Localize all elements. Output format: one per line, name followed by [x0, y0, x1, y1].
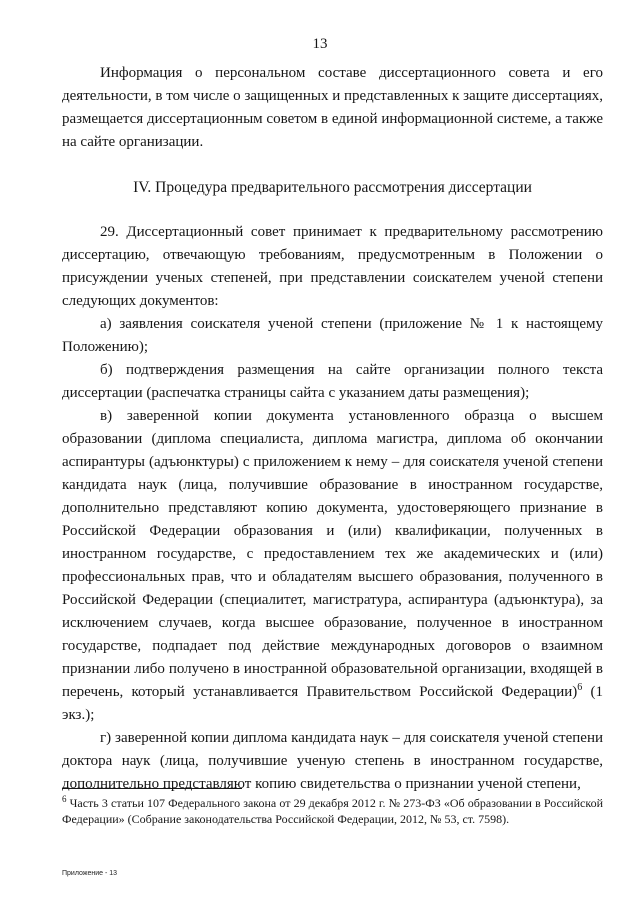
item-a: а) заявления соискателя ученой степени (приложение № 1 к настоящему Положению); — [62, 316, 603, 355]
footnote-text: Часть 3 статьи 107 Федерального закона от 29 декабря 2012 г. № 273-ФЗ «Об образовании в Российской Федерации» (Собрание законодательства Российской Федерации, 2012, № 53, ст. 7598). — [62, 796, 603, 826]
main-text — [62, 62, 603, 796]
page-number: 13 — [312, 36, 328, 52]
page-footer: Приложение - 13 — [62, 870, 118, 877]
footnote-divider — [62, 788, 242, 789]
section-heading: IV. Процедура предварительного рассмотрения диссертации — [133, 179, 532, 196]
item-b: б) подтверждения размещения на сайте организации полного текста диссертации (распечатка страницы сайта с указанием даты размещения); — [62, 362, 603, 401]
footnote-mark: 6 — [62, 794, 67, 804]
item-v — [62, 405, 603, 727]
spacer — [62, 199, 603, 221]
footnote — [62, 795, 603, 827]
paragraph-29: 29. Диссертационный совет принимает к предварительному рассмотрению диссертацию, отвечающую требованиям, предусмотренным в Положении о присуждении ученых степеней, при представлении соискателем ученой степени следующих документов: — [62, 224, 603, 309]
item-g: г) заверенной копии диплома кандидата наук – для соискателя ученой степени доктора наук (лица, получившие ученую степень в иностранном государстве, дополнительно представляют копию свидетельства о признании ученой степени, — [62, 730, 603, 792]
item-v-tail: (1 экз.); — [62, 684, 603, 723]
intro-paragraph: Информация о персональном составе диссертационного совета и его деятельности, в том числе о защищенных и представленных к защите диссертациях, размещается диссертационным советом в единой информационной системе, а также на сайте организации. — [62, 65, 603, 150]
item-v-text: в) заверенной копии документа установленного образца о высшем образовании (диплома специалиста, диплома магистра, диплома об окончании аспирантуры (адъюнктуры) с приложением к нему – для соискателя ученой степени кандидата наук (лица, получившие образование в иностранном государстве, дополнительно представляют копию документа, удостоверяющего признание в Российской Федерации образования и (или) квалификации, полученных в иностранном государстве, с предоставлением тех же академических и (или) профессиональных прав, что и обладателям высшего образования, полученного в Российской Федерации (специалитет, магистратура, аспирантура (адъюнктура), за исключением случаев, когда высшее образование, полученное в иностранном государстве, подпадает под действие международных договоров о взаимном признании либо получено в иностранной образовательной организации, входящей в перечень, который устанавливается Правительством Российской Федерации) — [62, 408, 603, 700]
footnote-reference[interactable]: 6 — [577, 682, 583, 693]
spacer — [62, 154, 603, 176]
